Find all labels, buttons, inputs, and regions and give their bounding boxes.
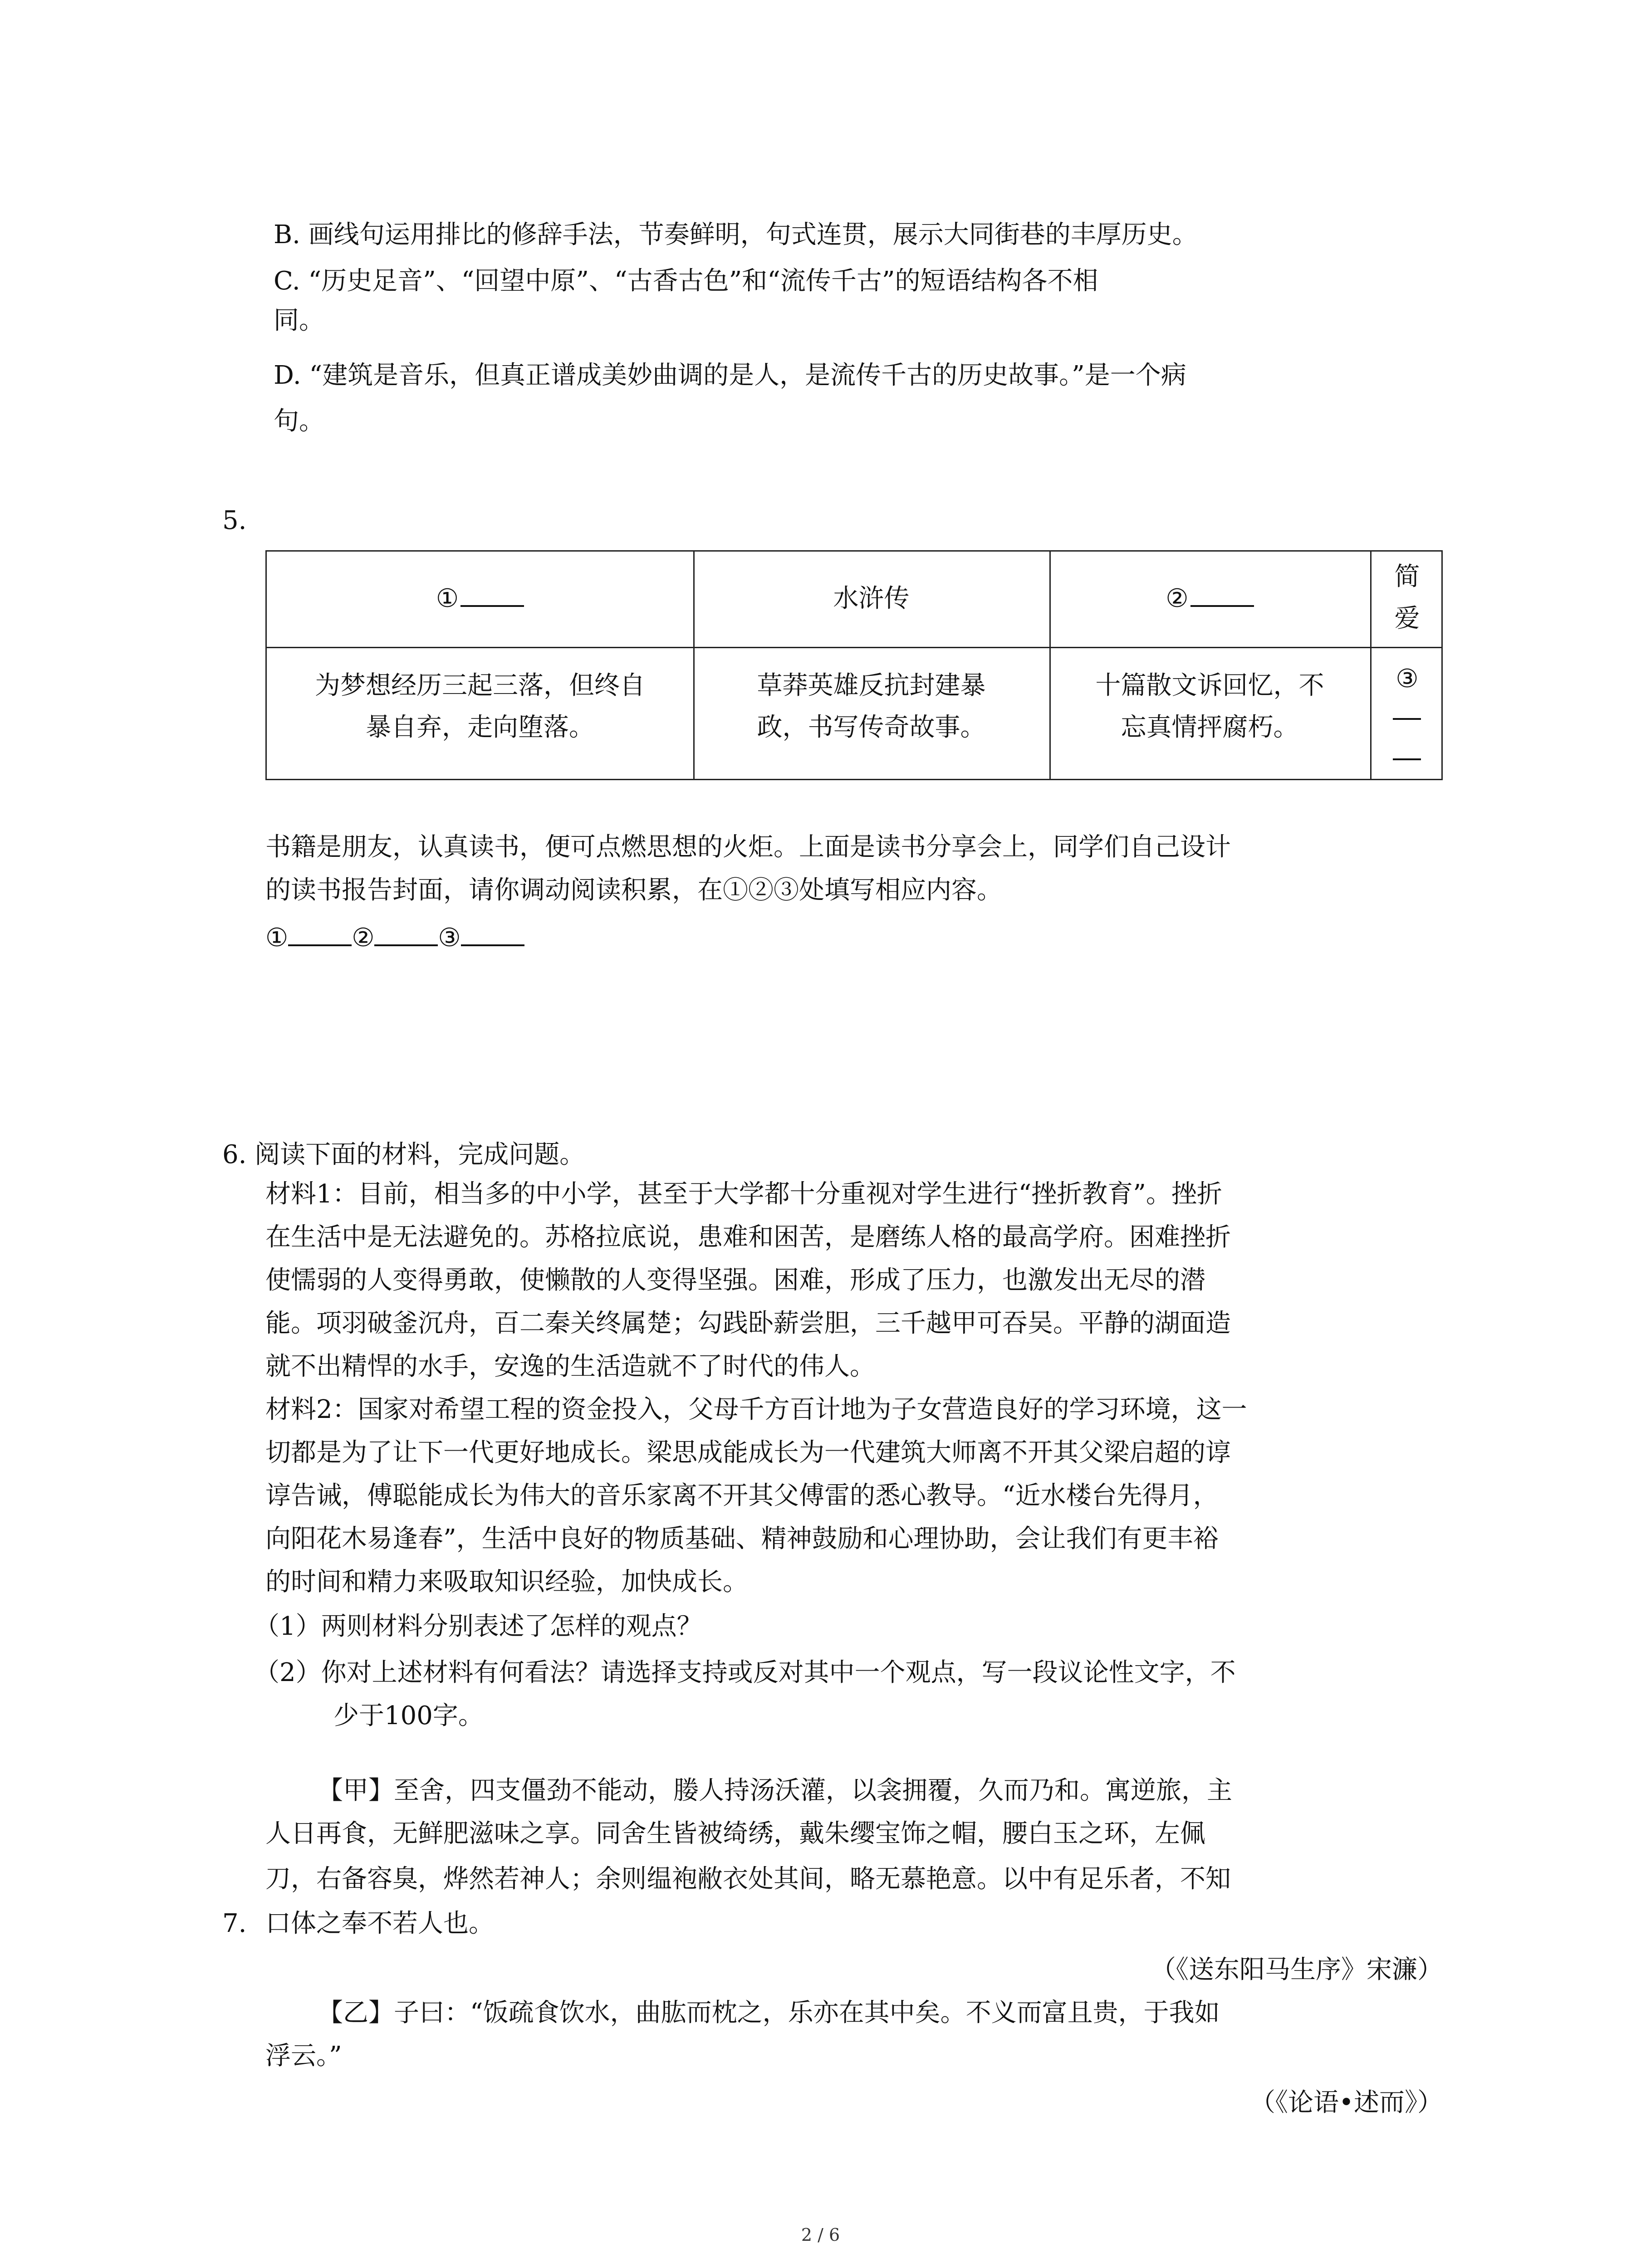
table-header-cell-2: 水浒传 <box>833 584 910 613</box>
table-cell-4: ③ <box>1396 664 1419 694</box>
passage-jia-line3: 刀，右备容臭，烨然若神人；余则缊袍敝衣处其间，略无慕艳意。以中有足乐者，不知 <box>265 1864 1231 1894</box>
passage-yi-source: （《论语•述而》） <box>1249 2088 1443 2117</box>
material-2-line4: 向阳花木易逢春”，生活中良好的物质基础、精神鼓励和心理协助，会让我们有更丰裕 <box>265 1524 1219 1554</box>
q5-prompt-line2: 的读书报告封面，请你调动阅读积累，在①②③处填写相应内容。 <box>265 875 1002 905</box>
table-cell-1-line1: 为梦想经历三起三落，但终自 <box>315 671 645 700</box>
sub-question-1: （1）两则材料分别表述了怎样的观点？ <box>254 1612 702 1641</box>
option-b: B. 画线句运用排比的修辞手法，节奏鲜明，句式连贯，展示大同街巷的丰厚历史。 <box>274 220 1198 249</box>
q5-answer-blanks: ① ② ③ <box>265 921 524 953</box>
material-2-line5: 的时间和精力来吸取知识经验，加快成长。 <box>265 1567 748 1597</box>
option-c-line1: C. “历史足音”、“回望中原”、“古香古色”和“流传千古”的短语结构各不相 <box>274 266 1098 296</box>
table-cell-2-line2: 政，书写传奇故事。 <box>757 713 986 742</box>
table-header-cell-4a: 简 <box>1394 562 1420 591</box>
reading-report-table <box>265 550 1443 780</box>
material-1-line2: 在生活中是无法避免的。苏格拉底说，患难和困苦，是磨练人格的最高学府。困难挫折 <box>265 1222 1231 1252</box>
material-1-line5: 就不出精悍的水手，安逸的生活造就不了时代的伟人。 <box>265 1352 875 1381</box>
table-cell-1-line2: 暴自弃，走向堕落。 <box>366 713 594 742</box>
material-2-line1: 材料2：国家对希望工程的资金投入，父母千方百计地为子女营造良好的学习环境，这一 <box>265 1395 1247 1424</box>
sub-question-2-line2: 少于100字。 <box>333 1701 484 1730</box>
material-2-line3: 谆告诫，傅聪能成长为伟大的音乐家离不开其父傅雷的悉心教导。“近水楼台先得月， <box>265 1481 1219 1510</box>
table-header-cell-4b: 爱 <box>1394 604 1420 633</box>
option-c-line2: 同。 <box>274 306 324 335</box>
table-header-cell-3: ② <box>1049 578 1370 620</box>
passage-yi-line2: 浮云。” <box>265 2041 342 2071</box>
passage-jia-line4: 口体之奉不若人也。 <box>265 1909 494 1938</box>
passage-jia-line2: 人日再食，无鲜肥滋味之享。同舍生皆被绮绣，戴朱缨宝饰之帽，腰白玉之环，左佩 <box>265 1819 1205 1848</box>
q5-prompt-line1: 书籍是朋友，认真读书，便可点燃思想的火炬。上面是读书分享会上，同学们自己设计 <box>265 832 1231 862</box>
table-cell-4-blank-1 <box>1393 718 1421 720</box>
passage-jia-line1: 【甲】至舍，四支僵劲不能动，媵人持汤沃灌，以衾拥覆，久而乃和。寓逆旅，主 <box>318 1776 1232 1805</box>
option-d-line2: 句。 <box>274 406 324 436</box>
material-1-line1: 材料1：目前，相当多的中小学，甚至于大学都十分重视对学生进行“挫折教育”。挫折 <box>265 1179 1222 1209</box>
page-number: 2 / 6 <box>801 2225 840 2245</box>
table-cell-4-blank-2 <box>1393 758 1421 760</box>
question-7-number: 7. <box>222 1909 247 1938</box>
table-cell-3-line1: 十篇散文诉回忆，不 <box>1095 671 1324 700</box>
option-d-line1: D. “建筑是音乐，但真正谱成美妙曲调的是人，是流传千古的历史故事。”是一个病 <box>274 361 1186 390</box>
material-1-line4: 能。项羽破釜沉舟，百二秦关终属楚；勾践卧薪尝胆，三千越甲可吞吴。平静的湖面造 <box>265 1309 1231 1338</box>
question-5-number: 5. <box>222 506 247 535</box>
material-2-line2: 切都是为了让下一代更好地成长。梁思成能成长为一代建筑大师离不开其父梁启超的谆 <box>265 1438 1231 1467</box>
sub-question-2-line1: （2）你对上述材料有何看法？请选择支持或反对其中一个观点，写一段议论性文字，不 <box>254 1658 1236 1687</box>
material-1-line3: 使懦弱的人变得勇敢，使懒散的人变得坚强。困难，形成了压力，也激发出无尽的潜 <box>265 1266 1205 1295</box>
table-cell-3-line2: 忘真情抨腐朽。 <box>1121 713 1299 742</box>
table-header-cell-1: ① <box>267 578 693 620</box>
table-cell-2-line1: 草莽英雄反抗封建暴 <box>757 671 986 700</box>
passage-jia-source: （《送东阳马生序》宋濂） <box>1151 1955 1443 1984</box>
passage-yi-line1: 【乙】子曰：“饭疏食饮水，曲肱而枕之，乐亦在其中矣。不义而富且贵，于我如 <box>318 1998 1220 2028</box>
question-6-title: 6. 阅读下面的材料，完成问题。 <box>222 1140 585 1169</box>
